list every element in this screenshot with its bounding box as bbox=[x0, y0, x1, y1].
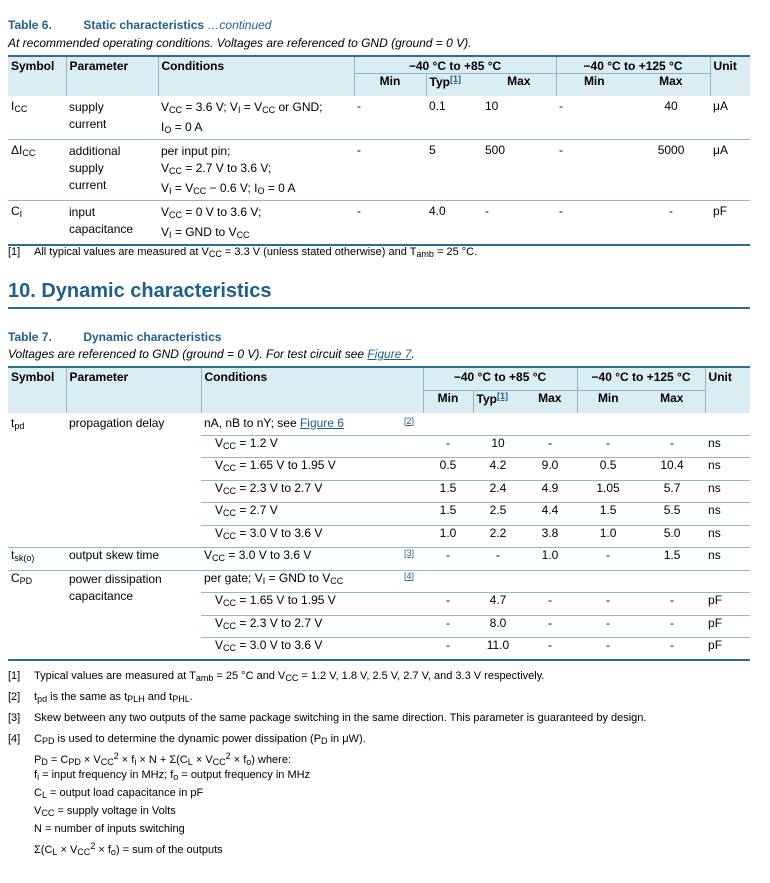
cell-max: 1.0 bbox=[541, 548, 559, 562]
cell-min-125: - bbox=[559, 98, 564, 113]
footnote-text: Typical values are measured at $T_{amb} = 25$ °C and $V_{CC} = 1.2$ V, 1.8 V, 2.5 V, 2.7 V, and 3.3 V respectively. bbox=[34, 670, 545, 683]
header-range-85: −40 °C to +85 °C bbox=[354, 56, 556, 74]
header-max: Max bbox=[482, 74, 556, 96]
cell-conditions: $V_{CC} = 3.0$ V to 3.6 V bbox=[201, 638, 423, 661]
note-link[interactable]: [4] bbox=[404, 570, 415, 581]
table-row bbox=[8, 139, 750, 200]
footnote-key: [4] bbox=[8, 733, 21, 745]
cell-min-125: - bbox=[559, 203, 564, 218]
cell-max: 500 bbox=[485, 142, 506, 157]
cell-max-125: - bbox=[639, 615, 705, 638]
cell-unit: μA bbox=[713, 98, 728, 113]
footnote-text: $C_{PD}$ is used to determine the dynamic power dissipation ($P_D$ in μW). bbox=[34, 733, 366, 746]
table7-caption bbox=[8, 330, 221, 344]
cell-max: - bbox=[523, 435, 577, 458]
table6-subtitle: At recommended operating conditions. Voltages are referenced to GND (ground = 0 V). bbox=[8, 36, 472, 50]
cell-min-125: 1.5 bbox=[577, 503, 639, 526]
header-min-125: Min bbox=[577, 391, 639, 413]
cell-max-125: - bbox=[639, 638, 705, 661]
cell-typ: 2.5 bbox=[473, 503, 523, 526]
typ-footnote-link[interactable]: [1] bbox=[449, 74, 461, 84]
header-range-125: −40 °C to +125 °C bbox=[577, 367, 705, 391]
cell-typ: 4.2 bbox=[473, 458, 523, 481]
cell-conditions: $V_{CC} = 2.7$ V bbox=[201, 503, 423, 526]
cell-max: 4.4 bbox=[523, 503, 577, 526]
cell-unit: ns bbox=[705, 503, 750, 526]
footnote-text: $t_{pd}$ is the same as $t_{PLH}$ and $t_{PHL}$. bbox=[34, 691, 193, 704]
cell-min: 0.5 bbox=[423, 458, 473, 481]
cell-min: 1.5 bbox=[423, 503, 473, 526]
header-conditions: Conditions bbox=[158, 56, 354, 96]
cell-min-125: 0.5 bbox=[577, 458, 639, 481]
cell-max-125: 5.7 bbox=[639, 480, 705, 503]
table6-title: Static characteristics bbox=[83, 18, 205, 32]
cell-parameter: additional supply current bbox=[69, 143, 121, 192]
cell-min: - bbox=[423, 593, 473, 616]
equation-line: $f_i$ = input frequency in MHz; $f_o$ = output frequency in MHz bbox=[34, 769, 311, 782]
header-parameter: Parameter bbox=[66, 367, 201, 413]
cell-unit: ns bbox=[705, 435, 750, 458]
header-max-125: Max bbox=[639, 391, 705, 413]
cell-min-125: - bbox=[577, 615, 639, 638]
header-unit: Unit bbox=[705, 367, 750, 413]
note-link[interactable]: [2] bbox=[404, 415, 415, 426]
cell-typ: 4.7 bbox=[473, 593, 523, 616]
cell-min: 1.5 bbox=[423, 480, 473, 503]
cell-unit: ns bbox=[705, 525, 750, 548]
cell-typ: 5 bbox=[429, 142, 436, 157]
cell-max-125: 5.0 bbox=[639, 525, 705, 548]
cell-min: 1.0 bbox=[423, 525, 473, 548]
header-conditions: Conditions bbox=[201, 367, 423, 413]
footnote-text: All typical values are measured at $V_{CC} = 3.3$ V (unless stated otherwise) and $T_{amb} = 25$ °C. bbox=[34, 246, 478, 259]
cell-symbol: $t_{pd}$ bbox=[11, 415, 25, 431]
table7-title: Dynamic characteristics bbox=[83, 330, 222, 344]
cell-conditions: $V_{CC} = 1.65$ V to 1.95 V bbox=[201, 593, 423, 616]
cell-conditions: $V_{CC} = 1.2$ V bbox=[201, 435, 423, 458]
cell-min-125: - bbox=[577, 435, 639, 458]
cell-symbol: $I_{CC}$ bbox=[11, 98, 28, 114]
cell-symbol: $C_I$ bbox=[11, 203, 23, 219]
cell-typ: 10 bbox=[473, 435, 523, 458]
footnote-key: [3] bbox=[8, 712, 21, 724]
cell-max-125: 1.5 bbox=[663, 548, 681, 562]
cell-max-125: - bbox=[639, 593, 705, 616]
footnote bbox=[8, 733, 366, 746]
header-max: Max bbox=[523, 391, 577, 413]
cell-note bbox=[401, 548, 423, 571]
cell-unit: ns bbox=[705, 480, 750, 503]
table6-caption bbox=[8, 18, 271, 32]
footnote-key: [1] bbox=[8, 246, 21, 258]
header-min: Min bbox=[423, 391, 473, 413]
cell-min-125: 1.0 bbox=[577, 525, 639, 548]
cell-max-125: 5.5 bbox=[639, 503, 705, 526]
cell-min: - bbox=[357, 98, 361, 113]
cell-typ: 0.1 bbox=[429, 98, 446, 113]
cell-max: - bbox=[485, 203, 489, 218]
table-row bbox=[8, 413, 750, 436]
header-range-125: −40 °C to +125 °C bbox=[556, 56, 710, 74]
cell-typ: 8.0 bbox=[473, 615, 523, 638]
header-symbol: Symbol bbox=[8, 56, 66, 96]
footnote-key: [1] bbox=[8, 670, 21, 682]
equation-line: $C_L$ = output load capacitance in pF bbox=[34, 787, 204, 800]
table7-subtitle bbox=[8, 347, 415, 361]
footnote-key: [2] bbox=[8, 691, 21, 703]
cell-conditions: $V_{CC} = 1.65$ V to 1.95 V bbox=[201, 458, 423, 481]
cell-unit: ns bbox=[708, 548, 721, 562]
cell-min: - bbox=[357, 203, 361, 218]
cell-max-125: 40 bbox=[664, 98, 678, 113]
cell-parameter: power dissipation capacitance bbox=[69, 571, 162, 603]
header-min: Min bbox=[354, 74, 426, 96]
equation-line: $\Sigma(C_L \times V_{CC}^2 \times f_o)$ = sum of the outputs bbox=[34, 841, 223, 857]
cell-typ: 11.0 bbox=[473, 638, 523, 661]
cell-conditions: $V_{CC} = 3.0$ V to 3.6 V bbox=[201, 525, 423, 548]
cell-conditions: per gate; $V_I$ = GND to $V_{CC}$ bbox=[204, 570, 344, 586]
table6-number: Table 6. bbox=[8, 18, 52, 32]
cell-max: 4.9 bbox=[523, 480, 577, 503]
header-symbol: Symbol bbox=[8, 367, 66, 413]
cell-max-125: - bbox=[669, 203, 674, 218]
header-typ-label: Typ bbox=[476, 392, 497, 406]
cell-conditions: $V_{CC} = 0$ V to 3.6 V; $V_I$ = GND to $V_{CC}$ bbox=[161, 204, 262, 240]
cell-conditions: $V_{CC} = 2.3$ V to 2.7 V bbox=[201, 480, 423, 503]
cell-conditions: $V_{CC} = 3.0$ V to 3.6 V bbox=[204, 548, 312, 563]
cell-conditions: $V_{CC} = 2.3$ V to 2.7 V bbox=[201, 615, 423, 638]
cell-max-125: 5000 bbox=[657, 142, 685, 157]
figure7-link[interactable]: Figure 7 bbox=[367, 347, 412, 361]
cell-max: 3.8 bbox=[523, 525, 577, 548]
cell-typ: 2.4 bbox=[473, 480, 523, 503]
cell-min-125: - bbox=[577, 593, 639, 616]
note-link[interactable]: [3] bbox=[404, 548, 415, 558]
equation-line: N = number of inputs switching bbox=[34, 823, 185, 835]
table7-subtitle-text: Voltages are referenced to GND (ground = 0 V). For test circuit see bbox=[8, 347, 368, 361]
equation-line: $V_{CC}$ = supply voltage in Volts bbox=[34, 805, 176, 818]
cell-conditions: $V_{CC} = 3.6$ V; $V_I = V_{CC}$ or GND; $I_O = 0$ A bbox=[161, 99, 323, 135]
cell-parameter: output skew time bbox=[69, 548, 160, 562]
cell-min-125: - bbox=[559, 142, 564, 157]
cell-typ: 4.0 bbox=[429, 203, 446, 218]
cell-parameter: propagation delay bbox=[69, 415, 165, 430]
header-min-125: Min bbox=[556, 74, 632, 96]
typ-footnote-link[interactable]: [1] bbox=[496, 391, 508, 401]
cell-min: - bbox=[423, 638, 473, 661]
cell-max-125: - bbox=[639, 435, 705, 458]
cell-unit: ns bbox=[705, 458, 750, 481]
footnote bbox=[8, 670, 544, 683]
cell-max: 9.0 bbox=[523, 458, 577, 481]
cell-min-125: 1.05 bbox=[577, 480, 639, 503]
table7-number: Table 7. bbox=[8, 330, 52, 344]
cell-typ: 2.2 bbox=[473, 525, 523, 548]
table-row bbox=[8, 96, 750, 140]
cell-min: - bbox=[423, 615, 473, 638]
cell-unit: μA bbox=[713, 142, 728, 157]
cell-min-125: - bbox=[606, 548, 611, 562]
cell-max: - bbox=[523, 615, 577, 638]
cell-symbol: $\Delta I_{CC}$ bbox=[11, 142, 36, 158]
header-unit: Unit bbox=[710, 56, 750, 96]
figure6-link[interactable]: Figure 6 bbox=[299, 415, 344, 430]
cell-min: - bbox=[423, 435, 473, 458]
table-row bbox=[8, 548, 750, 571]
header-parameter: Parameter bbox=[66, 56, 158, 96]
cell-note bbox=[401, 570, 423, 593]
header-typ bbox=[473, 391, 523, 413]
table7-subtitle-end: . bbox=[411, 347, 415, 361]
cell-unit: pF bbox=[713, 203, 728, 218]
table6-footnote bbox=[8, 246, 477, 259]
cell-max: - bbox=[523, 593, 577, 616]
table-row bbox=[8, 200, 750, 245]
cell-parameter: input capacitance bbox=[69, 204, 134, 236]
cell-unit: pF bbox=[705, 615, 750, 638]
cell-max-125: 10.4 bbox=[639, 458, 705, 481]
cell-max: - bbox=[523, 638, 577, 661]
cell-unit: pF bbox=[705, 593, 750, 616]
footnote-text: Skew between any two outputs of the same package switching in the same direction. This parameter is guaranteed by design. bbox=[34, 712, 647, 724]
section-title: 10. Dynamic characteristics bbox=[8, 280, 750, 309]
header-max-125: Max bbox=[632, 74, 710, 96]
cell-unit: pF bbox=[705, 638, 750, 661]
cell-symbol: $C_{PD}$ bbox=[11, 570, 33, 586]
cell-note bbox=[401, 413, 423, 436]
cell-parameter: supply current bbox=[69, 99, 107, 131]
header-typ-label: Typ bbox=[429, 75, 450, 89]
equation-line: $P_D = C_{PD} \times V_{CC}^2 \times f_i \times N + \Sigma(C_L \times V_{CC}^2 \times f_o)$ where: bbox=[34, 751, 292, 767]
table-row bbox=[8, 570, 750, 593]
cell-symbol: $t_{sk(o)}$ bbox=[11, 548, 35, 563]
table6 bbox=[8, 55, 750, 246]
footnote bbox=[8, 712, 646, 724]
header-typ bbox=[426, 74, 482, 96]
cell-typ: - bbox=[496, 548, 500, 562]
footnote bbox=[8, 691, 193, 704]
cell-conditions: per input pin; $V_{CC} = 2.7$ V to 3.6 V; $V_I = V_{CC} - 0.6$ V; $I_O = 0$ A bbox=[161, 143, 296, 196]
cell-conditions: nA, nB to nY; see Figure 6 bbox=[204, 415, 344, 430]
cell-min: - bbox=[357, 142, 361, 157]
cell-min-125: - bbox=[577, 638, 639, 661]
cell-min: - bbox=[446, 548, 450, 562]
table7 bbox=[8, 366, 750, 661]
cell-max: 10 bbox=[485, 98, 499, 113]
table6-continued: …continued bbox=[207, 18, 272, 32]
header-range-85: −40 °C to +85 °C bbox=[423, 367, 577, 391]
